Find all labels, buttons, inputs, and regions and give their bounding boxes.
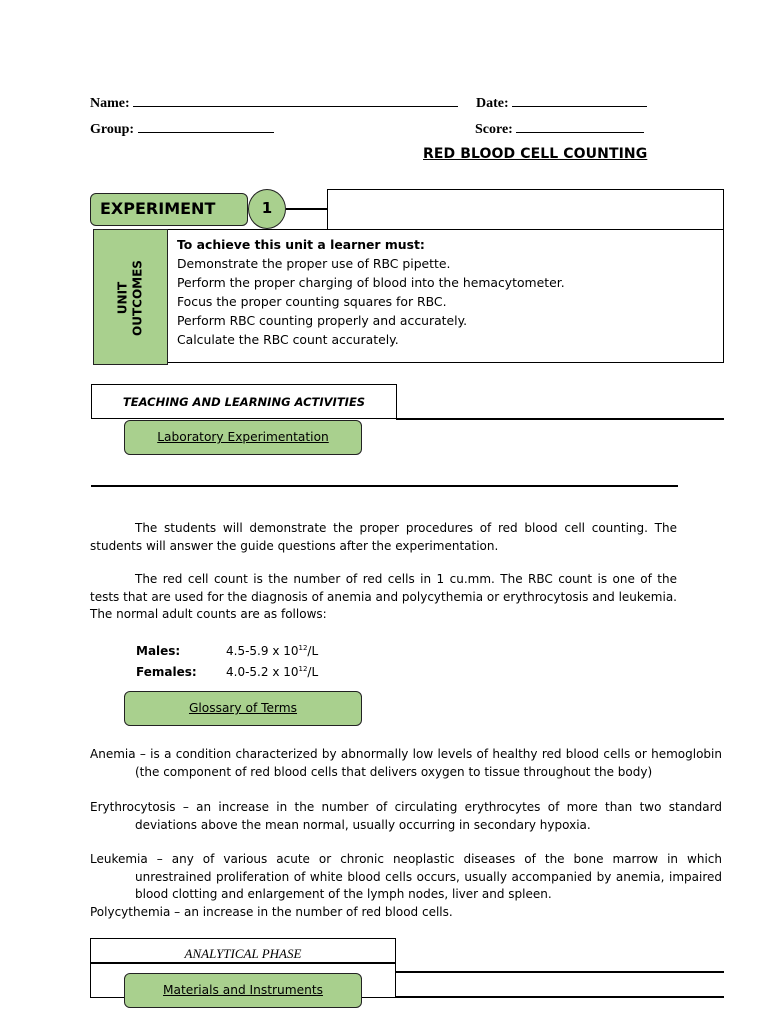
date-line[interactable]: [512, 94, 647, 107]
females-unit: /L: [307, 664, 319, 679]
name-line[interactable]: [133, 94, 458, 107]
score-field[interactable]: [475, 120, 644, 138]
glossary-leukemia: [90, 851, 722, 904]
page-title: RED BLOOD CELL COUNTING: [423, 146, 648, 162]
outcomes-list: [177, 235, 717, 349]
males-unit: /L: [307, 644, 319, 658]
teaching-rule: [396, 418, 724, 420]
males-exponent: 12: [298, 644, 308, 652]
rbc-count-paragraph: The red cell count is the number of red cells in 1 cu.mm. The RBC count is one of the tests that are used for the diagnosis of anemia and polycythemia or erythrocytosis and leukemia. The normal adult counts are as follows:: [90, 572, 677, 621]
name-label: Name:: [90, 96, 130, 111]
outcomes-label: OUTCOMES: [130, 260, 145, 336]
section-divider: [91, 485, 678, 487]
score-label: Score:: [475, 122, 513, 137]
outcome-item: Calculate the RBC count accurately.: [177, 332, 399, 347]
date-label: Date:: [476, 96, 509, 111]
outcome-item: Demonstrate the proper use of RBC pipette.: [177, 256, 451, 271]
score-line[interactable]: [516, 120, 644, 133]
females-exponent: 12: [298, 664, 308, 673]
glossary-polycythemia: [90, 904, 722, 922]
unit-label: UNIT: [115, 281, 130, 315]
glossary-term-polycythemia: Polycythemia – an increase in the number of red blood cells.: [90, 905, 453, 919]
glossary-anemia: [90, 746, 722, 781]
glossary-term-anemia: Anemia – is a condition characterized by abnormally low levels of healthy red blood cells or hemoglobin (the component of red blood cells that delivers oxygen to tissue throughout the body): [90, 747, 722, 779]
laboratory-experimentation-label: Laboratory Experimentation: [124, 420, 362, 455]
glossary-term-leukemia: Leukemia – any of various acute or chronic neoplastic diseases of the bone marrow in which unrestrained proliferation of white blood cells occurs, usually accompanied by anemia, impaired blood clotting and enlargement of the lymph nodes, liver and spleen.: [90, 852, 722, 901]
name-field[interactable]: [90, 94, 458, 112]
experiment-number: 1: [261, 199, 273, 217]
group-field[interactable]: [90, 120, 274, 138]
experiment-label: EXPERIMENT: [90, 193, 248, 226]
females-count: [136, 661, 318, 682]
males-label: Males:: [136, 644, 181, 658]
group-line[interactable]: [138, 120, 274, 133]
experiment-connector: [286, 208, 328, 210]
analytical-rule-bottom: [396, 996, 724, 998]
date-field[interactable]: [476, 94, 647, 112]
outcome-item: Perform the proper charging of blood into the hemacytometer.: [177, 275, 565, 290]
teaching-heading: TEACHING AND LEARNING ACTIVITIES: [122, 395, 366, 409]
analytical-heading: ANALYTICAL PHASE: [184, 946, 302, 961]
glossary-term-erythrocytosis: Erythrocytosis – an increase in the number of circulating erythrocytes of more than two standard deviations above the mean normal, usually occurring in secondary hypoxia.: [90, 800, 722, 832]
group-label: Group:: [90, 122, 135, 137]
glossary-erythrocytosis: [90, 799, 722, 834]
intro-paragraph: The students will demonstrate the proper procedures of red blood cell counting. The students will answer the guide questions after the experimentation.: [90, 521, 677, 553]
females-value: 4.0-5.2 x 10: [226, 664, 299, 679]
analytical-rule-top: [396, 971, 724, 973]
normal-counts: [136, 640, 318, 681]
unit-outcomes-label: [116, 231, 148, 366]
analytical-inner-rule: [90, 962, 396, 964]
females-label: Females:: [136, 664, 197, 679]
males-value: 4.5-5.9 x 10: [226, 644, 299, 658]
males-count: [136, 640, 318, 661]
glossary-heading: Glossary of Terms: [124, 691, 362, 726]
outcome-item: Perform RBC counting properly and accurately.: [177, 313, 468, 328]
unit-outcomes-side: [93, 229, 168, 365]
experiment-number-circle: [248, 189, 286, 229]
outcome-item: Focus the proper counting squares for RBC.: [177, 294, 447, 309]
materials-instruments-label: Materials and Instruments: [124, 973, 362, 1008]
experiment-title-box: [327, 189, 724, 230]
outcomes-lead: To achieve this unit a learner must:: [177, 237, 425, 252]
